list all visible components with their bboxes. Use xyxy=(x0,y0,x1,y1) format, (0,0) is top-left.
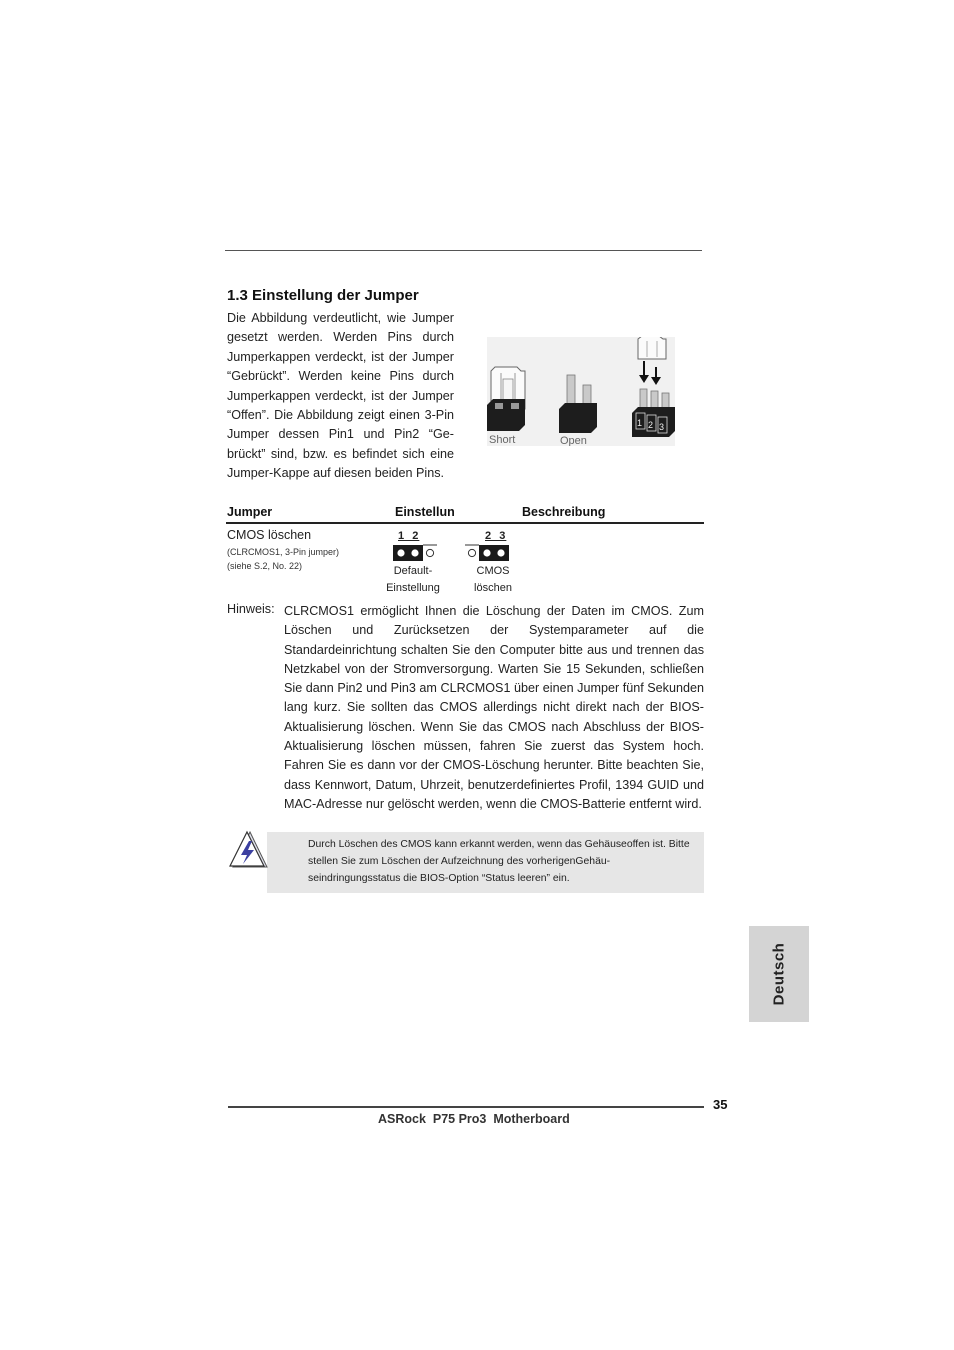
setting-default-label: 1_2 xyxy=(398,530,420,542)
table-header-jumper: Jumper xyxy=(227,505,273,519)
footer-rule xyxy=(228,1106,704,1108)
table-header-rule xyxy=(226,522,704,524)
pin-number-2: 2 xyxy=(648,420,654,430)
short-label: Short xyxy=(489,434,516,446)
jumper-illustration-svg xyxy=(487,337,675,446)
jumper-clear-icon xyxy=(463,544,511,562)
footer-product: ASRock P75 Pro3 Motherboard xyxy=(378,1112,570,1126)
open-label: Open xyxy=(560,435,587,446)
jumper-illustration xyxy=(487,337,675,446)
setting-default-caption: Default- Einstellung xyxy=(386,565,440,594)
language-side-label: Deutsch xyxy=(770,942,788,1006)
top-rule xyxy=(225,250,702,251)
setting-clear-caption: CMOS löschen xyxy=(474,565,512,594)
page-number: 35 xyxy=(713,1097,728,1112)
short-jumper-graphic xyxy=(487,367,525,431)
pin-number-1: 1 xyxy=(637,418,643,428)
table-header-setting: Einstellun xyxy=(395,505,455,519)
pin-number-3: 3 xyxy=(659,422,665,432)
language-side-tab xyxy=(749,926,809,1022)
warning-text: Durch Löschen des CMOS kann erkannt werden, wenn das Gehäuseoffen ist. Bitte stellen Sie zum Löschen der Aufzeichnung des vorherigenGehäu-seindringungsstatus die BIOS-Option “Status leeren” ein. xyxy=(308,839,690,884)
jumper-name: CMOS löschen xyxy=(227,528,312,542)
table-header-description: Beschreibung xyxy=(522,505,606,519)
setting-clear-label: 2_3 xyxy=(485,530,507,542)
warning-triangle-icon xyxy=(226,830,268,870)
note-text: CLRCMOS1 ermöglicht Ihnen die Löschung der Daten im CMOS. Zum Löschen und Zurücksetzen der Systemparameter auf die Standardeinrichtung schalten Sie den Computer bitte aus und trennen das Netzkabel von der Stromversorgung. Warten Sie 15 Sekunden, schließen Sie dann Pin2 und Pin3 am CLRCMOS1 über einen Jumper fünf Sekunden lang kurz. Sie sollten das CMOS allerdings nicht direkt nach der BIOS-Aktualisierung löschen. Wenn Sie das CMOS nach Abschluss der BIOS-Aktualisierung löschen müssen, fahren Sie zuerst das System hoch. Fahren Sie es dann vor der CMOS-Löschung herunter. Bitte beachten Sie, dass Kennwort, Datum, Uhrzeit, benutzerdefiniertes Profil, 1394 GUID und MAC-Adresse nur gelöscht werden, wenn die CMOS-Batterie entfernt wird. xyxy=(284,604,704,811)
open-jumper-graphic xyxy=(559,375,597,433)
jumper-default-icon xyxy=(393,544,439,562)
jumper-detail: (CLRCMOS1, 3-Pin jumper) xyxy=(227,547,340,557)
note-label: Hinweis: xyxy=(227,602,275,616)
jumper-reference: (siehe S.2, No. 22) xyxy=(227,561,303,571)
section-heading: 1.3 Einstellung der Jumper xyxy=(227,287,419,304)
intro-paragraph: Die Abbildung verdeutlicht, wie Jumper gesetzt werden. Werden Pins durch Jumperkappen verdeckt, ist der Jumper “Gebrückt”. Werden keine Pins durch Jumperkappen verdeckt, ist der Jumper “Offen”. Die Abbildung zeigt einen 3-Pin Jumper dessen Pin1 und Pin2 “Ge-brückt” sind, bzw. es befindet sich eine Jumper-Kappe auf diesen beiden Pins. xyxy=(227,311,454,481)
